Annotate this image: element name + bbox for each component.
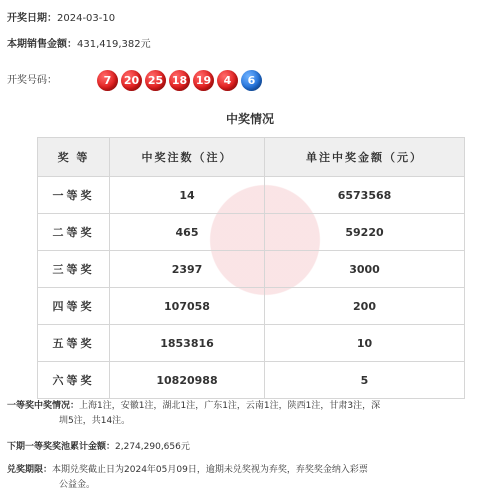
table-row <box>38 251 465 288</box>
table-row <box>38 325 465 362</box>
prize-amount: 6573568 <box>265 177 465 214</box>
prize-level: 二等奖 <box>38 214 110 251</box>
red-ball: 25 <box>145 70 166 91</box>
draw-date-value: 2024-03-10 <box>57 13 116 24</box>
first-prize-info-text-cont: 圳5注，共14注。 <box>59 416 131 426</box>
table-row <box>38 177 465 214</box>
prize-amount: 5 <box>265 362 465 399</box>
prize-level: 六等奖 <box>38 362 110 399</box>
winning-numbers <box>97 70 262 91</box>
winner-count: 2397 <box>110 251 265 288</box>
table-row <box>38 214 465 251</box>
red-ball: 19 <box>193 70 214 91</box>
header-level: 奖 等 <box>38 138 110 177</box>
winner-count: 10820988 <box>110 362 265 399</box>
first-prize-info-label: 一等奖中奖情况： <box>7 401 80 411</box>
prize-amount: 59220 <box>265 214 465 251</box>
first-prize-info <box>7 399 489 429</box>
winning-numbers-label: 开奖号码： <box>7 75 57 86</box>
claim-deadline-text: 本期兑奖截止日为2024年05月09日，逾期未兑奖视为弃奖，弃奖奖金纳入彩票 <box>52 465 368 475</box>
winner-count: 107058 <box>110 288 265 325</box>
winner-count: 465 <box>110 214 265 251</box>
red-ball: 20 <box>121 70 142 91</box>
red-ball: 4 <box>217 70 238 91</box>
table-header-row <box>38 138 465 177</box>
prize-level: 三等奖 <box>38 251 110 288</box>
jackpot-pool-value: 2,274,290,656元 <box>115 442 190 452</box>
claim-deadline-info <box>7 463 447 493</box>
prize-amount: 200 <box>265 288 465 325</box>
table-row <box>38 288 465 325</box>
sales-line <box>7 39 151 51</box>
prize-table <box>37 137 465 399</box>
red-ball: 18 <box>169 70 190 91</box>
header-amount: 单注中奖金额（元） <box>265 138 465 177</box>
prize-amount: 10 <box>265 325 465 362</box>
prize-level: 五等奖 <box>38 325 110 362</box>
jackpot-pool-label: 下期一等奖奖池累计金额： <box>7 442 116 452</box>
sales-value: 431,419,382元 <box>77 39 151 50</box>
draw-date-label: 开奖日期： <box>7 13 57 24</box>
section-title: 中奖情况 <box>225 112 274 126</box>
claim-deadline-label: 兑奖期限： <box>7 465 53 475</box>
winner-count: 1853816 <box>110 325 265 362</box>
prize-level: 一等奖 <box>38 177 110 214</box>
first-prize-info-text: 上海1注，安徽1注，湖北1注，广东1注，云南1注，陕西1注，甘肃3注，深 <box>79 401 381 411</box>
winner-count: 14 <box>110 177 265 214</box>
prize-level: 四等奖 <box>38 288 110 325</box>
draw-date-line <box>7 13 115 25</box>
table-row <box>38 362 465 399</box>
prize-amount: 3000 <box>265 251 465 288</box>
red-ball: 7 <box>97 70 118 91</box>
jackpot-pool-line <box>7 440 190 455</box>
sales-label: 本期销售金额： <box>7 39 77 50</box>
blue-ball: 6 <box>241 70 262 91</box>
claim-deadline-text-cont: 公益金。 <box>59 480 96 490</box>
header-count: 中奖注数（注） <box>110 138 265 177</box>
